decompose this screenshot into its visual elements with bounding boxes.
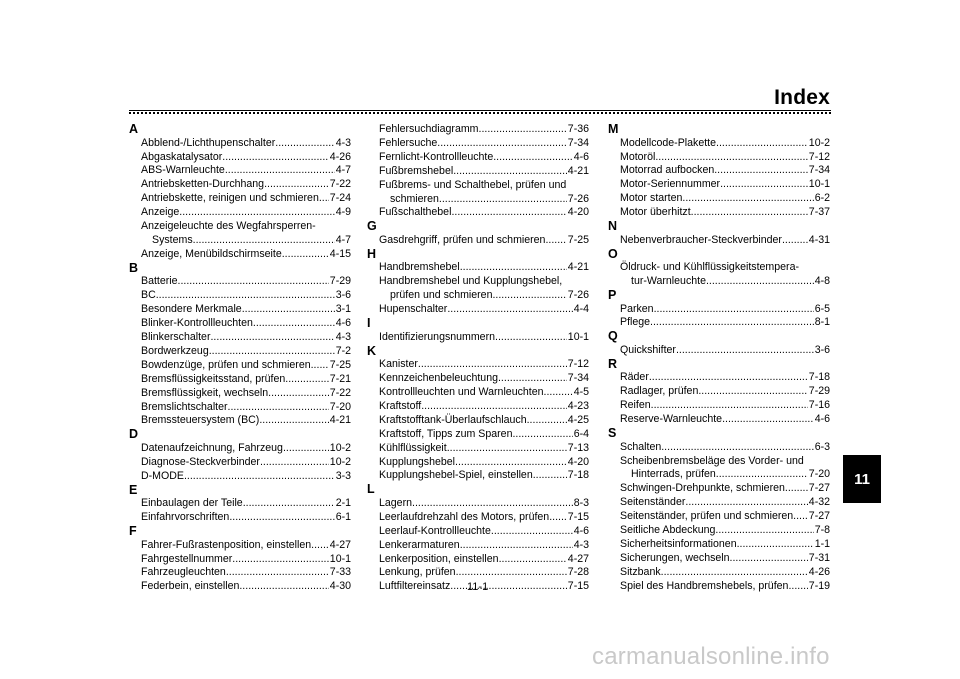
index-entry: Lenkerarmaturen ..... 4-3 [367, 539, 589, 553]
index-entry: Sitzbank ..... 4-26 [608, 566, 830, 580]
index-entry: Bremssteuersystem (BC) ..... 4-21 [129, 414, 351, 428]
index-column-1 [129, 123, 351, 594]
index-entry: Luftfiltereinsatz ..... 7-15 [367, 580, 589, 594]
index-entry: Besondere Merkmale ..... 3-1 [129, 303, 351, 317]
index-entry-line: Fußbrems- und Schalthebel, prüfen und [379, 178, 567, 191]
index-entry: Abgaskatalysator ..... 4-26 [129, 151, 351, 165]
index-entry: Fußschalthebel ..... 4-20 [367, 206, 589, 220]
index-entry: Federbein, einstellen ..... 4-30 [129, 580, 351, 594]
section-letter-b: B [129, 260, 139, 275]
index-entry: Fahrzeugleuchten ..... 7-33 [129, 566, 351, 580]
index-entry-line: Handbremshebel und Kupplungshebel, [379, 275, 563, 288]
index-entry: Seitliche Abdeckung ..... 7-8 [608, 524, 830, 538]
index-entry: Kraftstofftank-Überlaufschlauch ..... 4-25 [367, 414, 589, 428]
index-entry: Lenkerposition, einstellen ..... 4-27 [367, 553, 589, 567]
index-entry: Motor-Seriennummer ..... 10-1 [608, 178, 830, 192]
index-entry: Motor starten ..... 6-2 [608, 192, 830, 206]
index-entry: Batterie ..... 7-29 [129, 275, 351, 289]
section-letter-q: Q [608, 329, 618, 344]
index-entry-line: Öldruck- und Kühlflüssigkeitstempera- [620, 261, 799, 274]
index-entry: Bremslichtschalter ..... 7-20 [129, 401, 351, 415]
index-entry: Pflege ..... 8-1 [608, 316, 830, 330]
section-letter-o: O [608, 246, 618, 261]
index-entry: Motoröl ..... 7-12 [608, 151, 830, 165]
index-entry: Modellcode-Plakette ..... 10-2 [608, 137, 830, 151]
index-entry: Kanister ..... 7-12 [367, 358, 589, 372]
index-entry: ABS-Warnleuchte ..... 4-7 [129, 164, 351, 178]
section-letter-a: A [129, 122, 139, 136]
index-entry: Fehlersuche ..... 7-34 [367, 137, 589, 151]
index-entry: Anzeige ..... 4-9 [129, 206, 351, 220]
index-entry: Leerlauf-Kontrollleuchte ..... 4-6 [367, 525, 589, 539]
index-entry: Einfahrvorschriften ..... 6-1 [129, 511, 351, 525]
index-entry: Antriebsketten-Durchhang ..... 7-22 [129, 178, 351, 192]
section-letter-h: H [367, 246, 377, 261]
index-entry-line: Scheibenbremsbeläge des Vorder- und [620, 454, 804, 467]
index-entry: Bowdenzüge, prüfen und schmieren ..... 7-25 [129, 359, 351, 373]
index-entry: Quickshifter ..... 3-6 [608, 344, 830, 358]
index-entry: Blinker-Kontrollleuchten ..... 4-6 [129, 317, 351, 331]
index-entry: Diagnose-Steckverbinder ..... 10-2 [129, 456, 351, 470]
index-entry: schmieren ..... 7-26 [367, 193, 589, 207]
index-entry: Anzeige, Menübildschirmseite ..... 4-15 [129, 248, 351, 262]
index-entry: Kraftstoff ..... 4-23 [367, 400, 589, 414]
index-entry: Schwingen-Drehpunkte, schmieren ..... 7-27 [608, 482, 830, 496]
section-letter-n: N [608, 219, 618, 234]
index-entry: Handbremshebel ..... 4-21 [367, 261, 589, 275]
index-entry: prüfen und schmieren ..... 7-26 [367, 289, 589, 303]
index-entry: Schalten ..... 6-3 [608, 441, 830, 455]
chapter-tab: 11 [843, 455, 881, 503]
index-entry: tur-Warnleuchte ..... 4-8 [608, 275, 830, 289]
index-entry: Fehlersuchdiagramm ..... 7-36 [367, 123, 589, 137]
index-column-3 [608, 123, 830, 594]
section-letter-f: F [129, 524, 137, 539]
index-entry: Kontrollleuchten und Warnleuchten ..... 4-5 [367, 386, 589, 400]
index-entry: Bordwerkzeug ..... 7-2 [129, 345, 351, 359]
index-entry: Blinkerschalter ..... 4-3 [129, 331, 351, 345]
section-letter-m: M [608, 122, 619, 136]
watermark: carmanualsonline.info [592, 643, 830, 670]
page-title: Index [774, 86, 830, 109]
section-letter-l: L [367, 482, 375, 497]
index-entry: Spiel des Handbremshebels, prüfen ..... 7-19 [608, 580, 830, 594]
index-entry: Reifen ..... 7-16 [608, 399, 830, 413]
index-entry: Identifizierungsnummern ..... 10-1 [367, 331, 589, 345]
index-entry: Seitenständer ..... 4-32 [608, 496, 830, 510]
section-letter-p: P [608, 287, 617, 302]
index-entry: Datenaufzeichnung, Fahrzeug ..... 10-2 [129, 442, 351, 456]
index-entry: Kraftstoff, Tipps zum Sparen ..... 6-4 [367, 428, 589, 442]
index-entry: Kennzeichenbeleuchtung ..... 7-34 [367, 372, 589, 386]
section-letter-g: G [367, 219, 377, 234]
index-entry: Gasdrehgriff, prüfen und schmieren ..... 7-25 [367, 234, 589, 248]
section-letter-e: E [129, 482, 138, 497]
index-entry: Systems ..... 4-7 [129, 234, 351, 248]
index-entry: Motor überhitzt ..... 7-37 [608, 206, 830, 220]
index-entry: Sicherheitsinformationen ..... 1-1 [608, 538, 830, 552]
index-entry: Bremsflüssigkeitsstand, prüfen ..... 7-21 [129, 373, 351, 387]
index-entry: Kupplungshebel ..... 4-20 [367, 456, 589, 470]
index-entry: Räder ..... 7-18 [608, 371, 830, 385]
section-letter-s: S [608, 426, 617, 441]
index-entry: Parken ..... 6-5 [608, 303, 830, 317]
section-letter-i: I [367, 316, 371, 331]
index-entry: Sicherungen, wechseln ..... 7-31 [608, 552, 830, 566]
index-entry: Bremsflüssigkeit, wechseln ..... 7-22 [129, 387, 351, 401]
index-entry: Fahrer-Fußrastenposition, einstellen ..... 4-27 [129, 539, 351, 553]
section-letter-r: R [608, 356, 618, 371]
index-column-2 [367, 123, 589, 594]
index-entry: Fahrgestellnummer ..... 10-1 [129, 553, 351, 567]
index-entry: Leerlaufdrehzahl des Motors, prüfen ..... 7-15 [367, 511, 589, 525]
index-entry: D-MODE ..... 3-3 [129, 470, 351, 484]
section-letter-d: D [129, 427, 139, 442]
index-entry: Nebenverbraucher-Steckverbinder ..... 4-31 [608, 234, 830, 248]
index-entry: Seitenständer, prüfen und schmieren ..... 7-27 [608, 510, 830, 524]
index-entry: Kupplungshebel-Spiel, einstellen ..... 7-18 [367, 469, 589, 483]
index-entry: Hinterrads, prüfen ..... 7-20 [608, 468, 830, 482]
index-entry: Motorrad aufbocken ..... 7-34 [608, 164, 830, 178]
index-entry: Lenkung, prüfen ..... 7-28 [367, 566, 589, 580]
index-entry: Radlager, prüfen ..... 7-29 [608, 385, 830, 399]
index-entry: Reserve-Warnleuchte ..... 4-6 [608, 413, 830, 427]
index-entry: Fußbremshebel ..... 4-21 [367, 165, 589, 179]
title-rule [129, 110, 831, 111]
index-entry: BC ..... 3-6 [129, 289, 351, 303]
index-entry: Einbaulagen der Teile ..... 2-1 [129, 497, 351, 511]
index-entry-line: Anzeigeleuchte des Wegfahrsperren- [141, 220, 316, 233]
page-number: 11-1 [467, 581, 489, 593]
index-entry: Lagern ..... 8-3 [367, 497, 589, 511]
index-entry: Antriebskette, reinigen und schmieren ..... 7-24 [129, 192, 351, 206]
index-entry: Hupenschalter ..... 4-4 [367, 303, 589, 317]
index-entry: Kühlflüssigkeit ..... 7-13 [367, 442, 589, 456]
index-entry: Fernlicht-Kontrollleuchte ..... 4-6 [367, 151, 589, 165]
index-entry: Abblend-/Lichthupenschalter ..... 4-3 [129, 137, 351, 151]
section-letter-k: K [367, 343, 377, 358]
title-rule-dotted [129, 112, 831, 114]
